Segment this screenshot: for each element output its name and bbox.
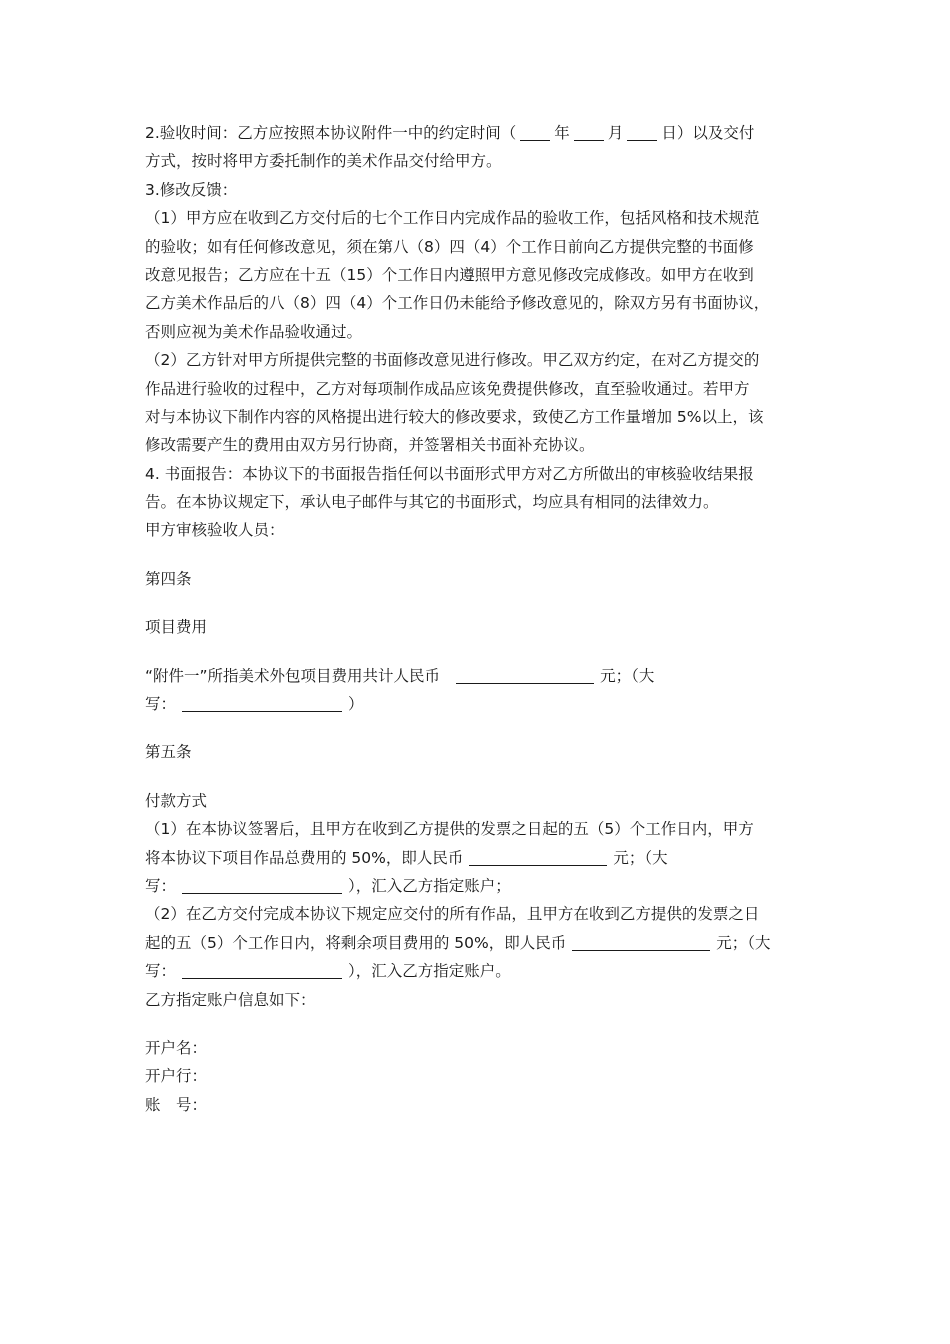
fee-text-2: 元；（大	[600, 666, 655, 685]
fee-line-2	[145, 690, 825, 718]
clause-4-line: 告。在本协议规定下，承认电子邮件与其它的书面形式，均应具有相同的法律效力。	[145, 493, 719, 512]
payment-1-text-2: 元；（大	[613, 848, 668, 867]
reviewer-label: 甲方审核验收人员：	[145, 521, 285, 540]
clause-3-item-2-line: 作品进行验收的过程中，乙方对每项制作成品应该免费提供修改，直至验收通过。若甲方	[145, 379, 750, 398]
fee-line-1	[145, 662, 825, 690]
clause-4-line: 4. 书面报告：本协议下的书面报告指任何以书面形式甲方对乙方所做出的审核验收结果报	[145, 464, 754, 483]
account-bank-label: 开户行：	[145, 1067, 208, 1086]
clause-3-item-1-line: 的验收；如有任何修改意见，须在第八（8）四（4）个工作日前向乙方提供完整的书面修	[145, 237, 754, 256]
payment-2-uppercase-blank[interactable]	[182, 960, 342, 979]
payment-1-uppercase-blank[interactable]	[182, 875, 342, 894]
month-label: 月	[607, 124, 624, 142]
account-intro: 乙方指定账户信息如下：	[145, 990, 316, 1009]
year-blank[interactable]	[520, 122, 550, 141]
payment-1-line-3	[145, 872, 825, 900]
payment-1-text-3: ），汇入乙方指定账户；	[348, 876, 511, 895]
clause-3-title: 3.修改反馈：	[145, 180, 238, 199]
payment-2-text-2: 元；（大	[716, 933, 771, 952]
clause-3-item-1-line: （1）甲方应在收到乙方交付后的七个工作日内完成作品的验收工作，包括风格和技术规范	[145, 209, 760, 228]
clause-3-item-2-line: 修改需要产生的费用由双方另行协商，并签署相关书面补充协议。	[145, 436, 595, 455]
account-number-label: 账 号：	[145, 1095, 208, 1114]
fee-uppercase-label: 写：	[145, 695, 177, 714]
clause-2-text: 2.验收时间：乙方应按照本协议附件一中的约定时间（	[145, 124, 517, 142]
clause-3-item-2-line: 对与本协议下制作内容的风格提出进行较大的修改要求，致使乙方工作量增加 5%以上，该	[145, 407, 764, 426]
payment-1-line-1: （1）在本协议签署后，且甲方在收到乙方提供的发票之日起的五（5）个工作日内，甲方	[145, 820, 754, 839]
payment-2-uppercase-label: 写：	[145, 962, 177, 981]
payment-1-text: 将本协议下项目作品总费用的 50%，即人民币	[145, 848, 464, 867]
month-blank[interactable]	[574, 122, 604, 141]
year-label: 年	[554, 124, 570, 142]
payment-2-line-2	[145, 929, 825, 957]
payment-1-line-2	[145, 844, 825, 872]
fee-text: “附件一”所指美术外包项目费用共计人民币	[145, 666, 441, 685]
payment-2-line-3	[145, 957, 825, 985]
day-blank[interactable]	[627, 122, 657, 141]
clause-2-line-1	[145, 119, 825, 147]
fee-close: ）	[348, 695, 364, 714]
payment-1-amount-blank[interactable]	[469, 847, 607, 866]
clause-3-item-2-line: （2）乙方针对甲方所提供完整的书面修改意见进行修改。甲乙双方约定，在对乙方提交的	[145, 351, 760, 370]
clause-2-line-2: 方式，按时将甲方委托制作的美术作品交付给甲方。	[145, 152, 502, 171]
payment-1-uppercase-label: 写：	[145, 876, 177, 895]
article-5-title: 第五条	[145, 743, 192, 762]
payment-2-line-1: （2）在乙方交付完成本协议下规定应交付的所有作品，且甲方在收到乙方提供的发票之日	[145, 905, 760, 924]
payment-2-text-3: ），汇入乙方指定账户。	[348, 962, 511, 981]
clause-3-item-1-line: 否则应视为美术作品验收通过。	[145, 322, 363, 341]
clause-3-item-1-line: 改意见报告；乙方应在十五（15）个工作日内遵照甲方意见修改完成修改。如甲方在收到	[145, 265, 754, 284]
document-body	[145, 119, 825, 1119]
article-5-subtitle: 付款方式	[145, 791, 208, 810]
clause-3-item-1-line: 乙方美术作品后的八（8）四（4）个工作日仍未能给予修改意见的，除双方另有书面协议，	[145, 294, 770, 313]
fee-amount-blank[interactable]	[456, 665, 594, 684]
payment-2-text: 起的五（5）个工作日内，将剩余项目费用的 50%，即人民币	[145, 933, 567, 952]
payment-2-amount-blank[interactable]	[572, 932, 710, 951]
fee-uppercase-blank[interactable]	[182, 693, 342, 712]
clause-2-text-end: 日）以及交付	[661, 124, 755, 142]
article-4-subtitle: 项目费用	[145, 618, 208, 637]
account-name-label: 开户名：	[145, 1038, 208, 1057]
article-4-title: 第四条	[145, 569, 192, 588]
